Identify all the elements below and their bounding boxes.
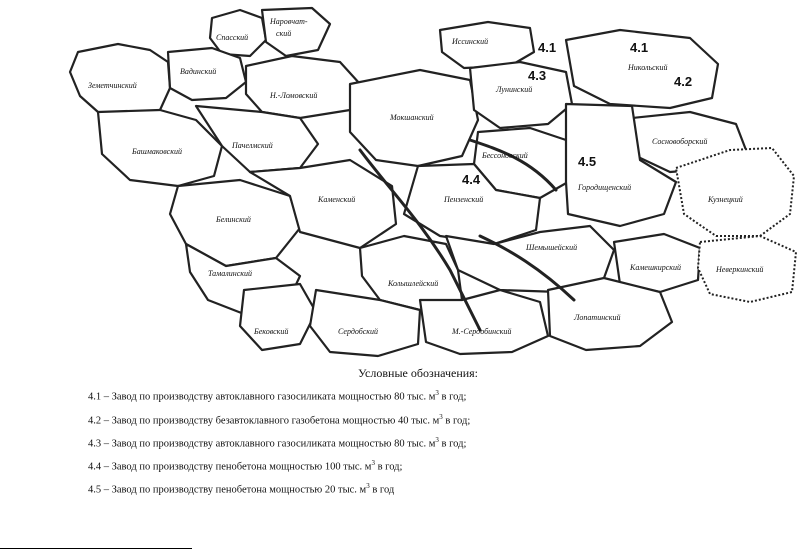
- district-label: Пачелмский: [232, 141, 273, 150]
- district-label: Белинский: [216, 215, 251, 224]
- district-label: Мокшанский: [390, 113, 434, 122]
- district-label: Лопатинский: [574, 313, 621, 322]
- district-label: Пензенский: [444, 195, 484, 204]
- legend-item: 4.3 – Завод по производству автоклавного газосиликата мощностью 80 тыс. $м^3$ в год;: [88, 436, 467, 450]
- district-m-serdobinsky: [420, 290, 548, 354]
- district-label: Лунинский: [496, 85, 533, 94]
- district-label: Кузнецкий: [708, 195, 743, 204]
- district-label: Сосновоборский: [652, 137, 708, 146]
- plant-label: 4.5: [578, 154, 597, 169]
- district-label: М.-Сердобинский: [452, 327, 512, 336]
- district-n-lomovsky: [246, 56, 360, 118]
- district-label: Городищенский: [578, 183, 632, 192]
- district-label: Земетчинский: [88, 81, 137, 90]
- legend-title: Условные обозначения:: [358, 366, 479, 380]
- plant-label: 4.4: [462, 172, 481, 187]
- district-label: Спасский: [216, 33, 249, 42]
- district-label: Н.-Ломовский: [270, 91, 318, 100]
- legend-item: 4.4 – Завод по производству пенобетона мощностью 100 тыс. $м^3$ в год;: [88, 459, 403, 473]
- district-lunin: [470, 62, 572, 128]
- footnote-separator: [0, 548, 192, 549]
- plant-label: 4.2: [674, 74, 693, 89]
- legend-item: 4.5 – Завод по производству пенобетона мощностью 20 тыс. $м^3$ в год: [88, 482, 395, 496]
- district-label: Тамалинский: [208, 269, 253, 278]
- district-label: Сердобский: [338, 327, 378, 336]
- district-narovchatsky: [262, 8, 330, 56]
- district-label: ский: [276, 29, 292, 38]
- district-label: Иссинский: [452, 37, 489, 46]
- district-label: Вадинский: [180, 67, 217, 76]
- legend-item: 4.2 – Завод по производству безавтоклавного газобетона мощностью 40 тыс. $м^3$ в год;: [88, 413, 471, 427]
- plant-label: 4.1: [630, 40, 649, 55]
- district-label: Камешкирский: [630, 263, 682, 272]
- plant-label: 4.1: [538, 40, 557, 55]
- district-label: Бековский: [254, 327, 289, 336]
- district-label: Башмаковский: [132, 147, 182, 156]
- district-label: Шемышейский: [526, 243, 578, 252]
- district-label: Бессоновский: [482, 151, 528, 160]
- district-label: Колышлейский: [388, 279, 439, 288]
- district-label: Никольский: [628, 63, 668, 72]
- district-bekovsky: [240, 284, 316, 350]
- plant-label: 4.3: [528, 68, 547, 83]
- district-label: Наровчат-: [270, 17, 308, 26]
- district-label: Неверкинский: [716, 265, 764, 274]
- legend-item: 4.1 – Завод по производству автоклавного газосиликата мощностью 80 тыс. $м^3$ в год;: [88, 389, 467, 403]
- district-label: Каменский: [318, 195, 356, 204]
